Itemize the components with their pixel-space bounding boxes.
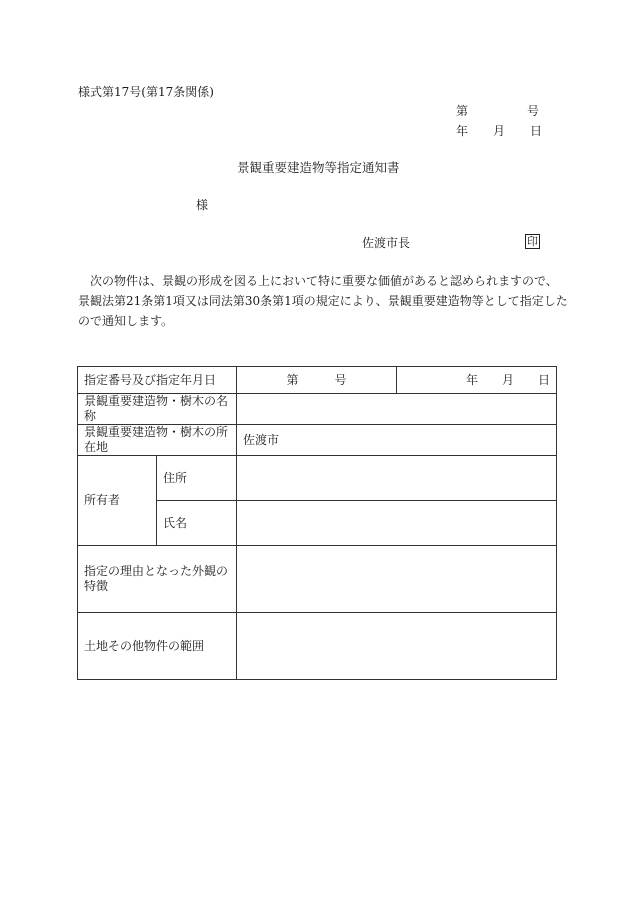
designation-date-field: 年 月 日 [397,367,557,394]
owner-name-label: 氏名 [157,501,237,546]
body-line: 景観法第21条第1項又は同法第30条第1項の規定により、景観重要建造物等として指定した [78,294,568,308]
structure-location-field: 佐渡市 [237,425,557,456]
seal-mark: 印 [527,235,538,248]
date-year-label: 年 [456,124,469,138]
land-scope-label: 土地その他物件の範囲 [78,613,237,680]
addressee-honorific: 様 [196,198,209,212]
body-line: ので通知します。 [78,314,174,328]
body-paragraph [78,271,568,331]
designation-reason-label: 指定の理由となった外観の特徴 [78,546,237,613]
owner-label: 所有者 [78,456,157,546]
owner-address-label: 住所 [157,456,237,501]
structure-name-label: 景観重要建造物・樹木の名称 [78,394,237,425]
date-day-label: 日 [530,124,543,138]
date-month-label: 月 [493,124,506,138]
designation-number-field: 第 号 [237,367,397,394]
designation-table [77,366,557,680]
document-number-prefix: 第 [456,104,469,118]
owner-address-field [237,456,557,501]
structure-location-label: 景観重要建造物・樹木の所在地 [78,425,237,456]
owner-name-field [237,501,557,546]
designation-reason-field [237,546,557,613]
body-line: 次の物件は、景観の形成を図る上において特に重要な価値があると認められますので、 [78,274,558,288]
land-scope-field [237,613,557,680]
document-number-suffix: 号 [527,104,540,118]
document-title: 景観重要建造物等指定通知書 [237,160,400,175]
structure-name-field [237,394,557,425]
issuer-name: 佐渡市長 [362,236,411,250]
designation-number-date-label: 指定番号及び指定年月日 [78,367,237,394]
form-number: 様式第17号(第17条関係) [78,85,214,99]
